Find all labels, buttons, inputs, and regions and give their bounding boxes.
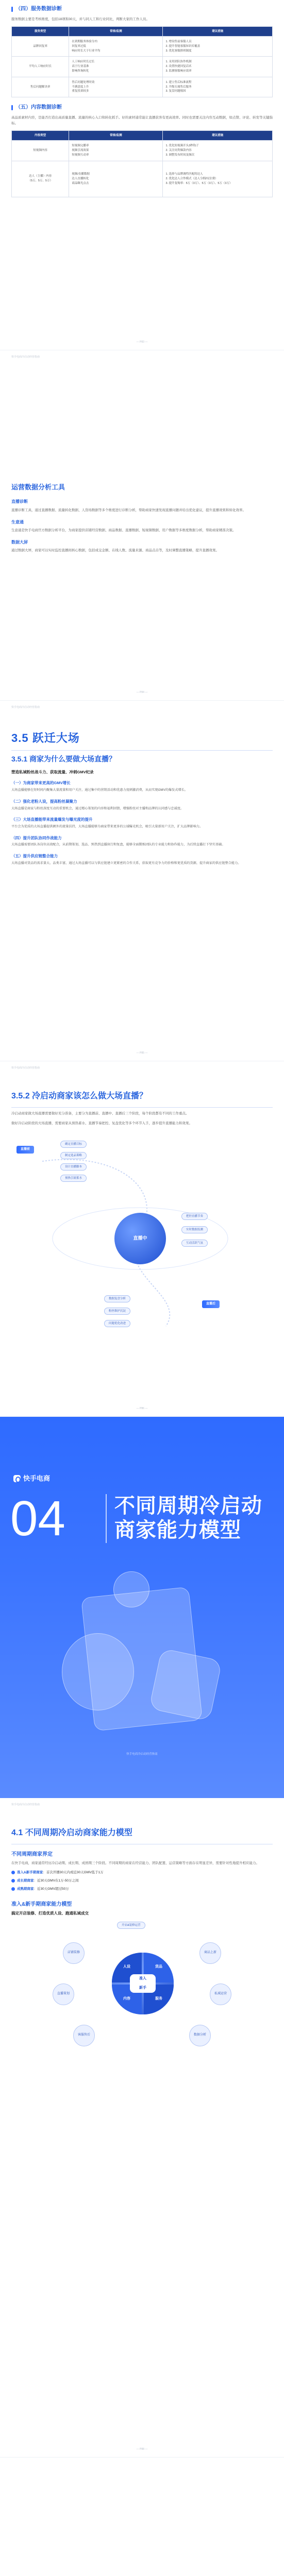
item-body: 大场直播能够在短时间内聚集大量流量和用户关注，通过集中的营销活动和优惠力度刺激消费，从而实现GMV的爆发式增长。 bbox=[11, 788, 188, 792]
page-footer: — P83 — bbox=[136, 341, 148, 344]
model-center-label: 准入 新手 bbox=[130, 1974, 156, 1993]
item-body: 大场直播需要团队各岗位高效配合，从前期策划、选品、预热到直播执行和复盘，能够全面锻炼团队的专业能力和协作能力，为后续直播打下坚实基础。 bbox=[11, 843, 225, 847]
kuaishou-logo-icon bbox=[13, 1475, 21, 1482]
section-heading: （四）服务数据诊断 bbox=[11, 5, 273, 13]
chapter-number: 04 bbox=[10, 1491, 65, 1546]
block-body: 直播诊断工具，通过直播数据、流量转化数据、人货场数据等多个维度进行诊断分析，帮助商家快速发现直播问题并给出优化建议，提升直播效果和转化效率。 bbox=[11, 508, 246, 512]
capability-orb: 私域运营 bbox=[210, 1984, 231, 2005]
post-item: 问题优化改进 bbox=[104, 1320, 130, 1328]
question-title: 3.5.1 商家为什么要做大场直播？ bbox=[11, 755, 116, 764]
decorative-glass-panel bbox=[113, 1571, 149, 1607]
pre-item: 确定直播目标 bbox=[60, 1141, 87, 1148]
table-row: 品牌回复率 在到期服务体验分内 回复率过低 响应时长大于行业平均 1. 增设售前客服人员 2. 提升智能客服知识库覆盖 3. 优化客服排班制度 bbox=[12, 37, 273, 57]
page-title: 3.5.2 冷启动商家该怎么做大场直播？ bbox=[11, 1092, 148, 1100]
page-header: 快手电商冷启动经营指南 bbox=[11, 355, 40, 359]
content-table bbox=[11, 130, 273, 197]
capability-orb: 商品上新 bbox=[199, 1942, 221, 1964]
page-footer: — P84 — bbox=[136, 691, 148, 694]
item-heading: （四）提升团队协同作战能力 bbox=[11, 835, 62, 840]
capability-orb: 数据分析 bbox=[189, 2025, 211, 2046]
pre-item: 预热引流蓄水 bbox=[60, 1175, 87, 1182]
table-header: 建议措施 bbox=[163, 130, 273, 141]
chapter-cover bbox=[0, 1417, 284, 1798]
item-body: 大场直播是商家与粉丝深度互动的重要机会，通过精心策划的内容和福利回馈，增强粉丝对主播和品牌的认同感与忠诚度。 bbox=[11, 806, 184, 810]
bullet-icon bbox=[11, 1887, 15, 1891]
table-row: 售后问题解决率 售后问题处理时效 不满意度上升 重复投诉较多 1. 建立售后标准流程 2. 升级专属售后服务 3. 复盘问题根因 bbox=[12, 77, 273, 97]
mid-item: 把控直播节奏 bbox=[181, 1213, 208, 1221]
intro-text: 做好冷启动阶段的大场直播，需要商家从预热蓄水、直播节奏把控、复盘优化等多个环节入手，逐步提升直播能力和效果。 bbox=[11, 1121, 192, 1125]
model-quadrant: 人设 bbox=[112, 1953, 142, 1982]
section-number: 3.5 跃迁大场 bbox=[11, 732, 80, 744]
chapter-title: 不同周期冷启动 商家能力模型 bbox=[114, 1495, 262, 1542]
bullet-icon bbox=[11, 1871, 15, 1874]
block-heading: 数据大屏 bbox=[11, 540, 28, 545]
post-item: 粉丝维护沉淀 bbox=[104, 1308, 130, 1315]
mid-item: 实时数据监测 bbox=[181, 1226, 208, 1234]
period-item: 成长期商家：近30天GMV在1万-50万之间 bbox=[11, 1878, 273, 1884]
section-paragraph: 服务数据主要是考核维度，包括18项和30天，并与同人工和行业同比，判断大家的工作人员。 bbox=[11, 17, 149, 21]
divider bbox=[106, 1494, 107, 1543]
sub-heading: 准入&新手期商家能力模型 bbox=[11, 1901, 72, 1907]
capability-orb: 店铺装修 bbox=[63, 1942, 85, 1964]
capability-orb: 直播策划 bbox=[53, 1984, 74, 2005]
item-heading: （二）强化老粉人设，提高粉丝凝聚力 bbox=[11, 799, 77, 804]
post-item: 数据复盘分析 bbox=[104, 1295, 130, 1303]
page-footer: — P85 — bbox=[136, 1052, 148, 1055]
table-header: 常规/监测 bbox=[69, 130, 163, 141]
item-heading: （三）大场直播能带来流量爆发与曝光度的提升 bbox=[11, 817, 93, 822]
pre-item: 制定选品策略 bbox=[60, 1152, 87, 1160]
page-header: 快手电商冷启动经营指南 bbox=[11, 1066, 40, 1070]
brand-logo: 快手电商 bbox=[13, 1473, 50, 1484]
divider bbox=[11, 750, 273, 751]
bullet-icon bbox=[11, 1879, 15, 1883]
block-body: 通过数据大屏，商家可以实时监控直播间核心数据，包括成交金额、在线人数、流量来源、商品点击等，及时调整直播策略，提升直播效果。 bbox=[11, 549, 219, 553]
page-2 bbox=[0, 350, 284, 701]
table-row: 平均人工响应时长 人工响应时长过长 高于行业基准 影响咨询转化 1. 采用团队协作机制 2. 设置快捷回复话术 3. 监测客服响应效率 bbox=[12, 57, 273, 77]
capability-orb: 客服售后 bbox=[73, 2025, 95, 2046]
table-header: 常规/监测 bbox=[69, 26, 163, 37]
page-header: 快手电商冷启动经营指南 bbox=[11, 706, 40, 709]
page-footer: — P88 — bbox=[136, 2448, 148, 2451]
stage-chip-post: 直播后 bbox=[202, 1300, 220, 1308]
table-header: 服务类型 bbox=[12, 26, 69, 37]
table-header: 建议措施 bbox=[163, 26, 273, 37]
sub-paragraph: 在快手电商，商家通常经历冷启动期、成长期、成熟期三个阶段。不同周期的商家在经营能力、团队配置、运营策略等方面存在明显差异，需要针对性地提升相应能力。 bbox=[11, 1861, 259, 1866]
model-top-label: 开店&装修运营 bbox=[117, 1922, 145, 1929]
mid-item: 互动活跃气氛 bbox=[181, 1240, 208, 1247]
live-stage-diagram bbox=[11, 1130, 273, 1352]
item-body: 大场直播对货品的需求量大、品类丰富，通过大场直播可以与供应链建立更紧密的合作关系，获取更有竞争力的价格和更优质的货源，提升商家的供应链整合能力。 bbox=[11, 861, 241, 865]
page-header: 快手电商冷启动经营指南 bbox=[11, 1803, 40, 1806]
model-quadrant: 内容 bbox=[112, 1985, 142, 2014]
pre-item: 设计直播脚本 bbox=[60, 1163, 87, 1171]
lead-text: 搞定开店装修、打造优质人设、跑通私域成交 bbox=[11, 1911, 89, 1916]
stage-node-mid: 直播中 bbox=[114, 1213, 166, 1264]
decorative-glass-panel bbox=[149, 1648, 222, 1721]
block-heading: 直播诊断 bbox=[11, 499, 28, 504]
item-heading: （五）提升供应链整合能力 bbox=[11, 854, 58, 859]
service-table bbox=[11, 26, 273, 98]
divider bbox=[11, 1107, 273, 1108]
sub-heading: 不同周期商家界定 bbox=[11, 1851, 53, 1857]
page-4 bbox=[0, 1061, 284, 1417]
page-3 bbox=[0, 701, 284, 1061]
block-heading: 生意通 bbox=[11, 519, 24, 524]
period-item: 准入&新手期商家：首次开播30天内或近30天GMV低于1万 bbox=[11, 1870, 273, 1875]
capability-model-diagram bbox=[11, 1922, 273, 2087]
lead-text: 塑造私域粉丝战斗力、获取流量、冲刺GMV纪录 bbox=[11, 769, 94, 774]
page-title: 运营数据分析工具 bbox=[11, 483, 65, 491]
period-item: 成熟期商家：近30天GMV超过50万 bbox=[11, 1887, 273, 1892]
model-quadrant: 服务 bbox=[144, 1985, 174, 2014]
intro-text: 冷启动商家做大场直播需要做好充分准备，主要分为直播前、直播中、直播后三个阶段，每个阶段都有不同的工作重点。 bbox=[11, 1111, 189, 1115]
page-footer: — P86 — bbox=[136, 1407, 148, 1411]
stage-chip-pre: 直播前 bbox=[16, 1146, 34, 1154]
section-paragraph: 高品质素材内容，是能否打造出高质量直播、流量的核心入口和转化抓手。好的素材通常能让直播获客有更高效率。同时也需要关注内容互动数据，如点赞、评论、转发等关键指标。 bbox=[11, 115, 273, 125]
item-body: 平台会为优质的大场直播提供额外的流量扶持，大场直播能够为商家带来更多的公域曝光机会，吸引大量新用户关注，扩大品牌影响力。 bbox=[11, 824, 203, 828]
cover-caption: 快手电商冷启动经营指南 bbox=[126, 1753, 158, 1756]
page-6 bbox=[0, 1798, 284, 2458]
model-quadrant: 货品 bbox=[144, 1953, 174, 1982]
table-row: 达人（主播）内容 （5万、5万、5万） 视频/直播数据 达人直播转化 商品曝光点击 1. 选择与品牌调性匹配的达人 2. 优化达人合作模式（达人分佣/坑位费） 3. 提升复购率：5万（3万）、5万（3万）、5万（3万） bbox=[12, 161, 273, 197]
section-heading: （五）内容数据诊断 bbox=[11, 104, 273, 112]
decorative-glass-panel bbox=[62, 1633, 134, 1710]
table-row: 短视频内容 短视频完播率 视频引流效果 短视频互动率 1. 优化短视频开头3秒钩子 2. 关注同类爆款内容 3. 调整发布时间及频次 bbox=[12, 141, 273, 161]
table-header: 内容类型 bbox=[12, 130, 69, 141]
page-1 bbox=[0, 0, 284, 350]
block-body: 生意通是快手电商官方数据分析平台，为商家提供店铺经营数据、商品数据、直播数据、短视频数据、用户数据等多维度数据分析，帮助商家精准决策。 bbox=[11, 528, 236, 532]
page-title: 4.1 不同周期冷启动商家能力模型 bbox=[11, 1828, 132, 1837]
item-heading: （一）为商家带来更高的GMV增长 bbox=[11, 781, 71, 786]
